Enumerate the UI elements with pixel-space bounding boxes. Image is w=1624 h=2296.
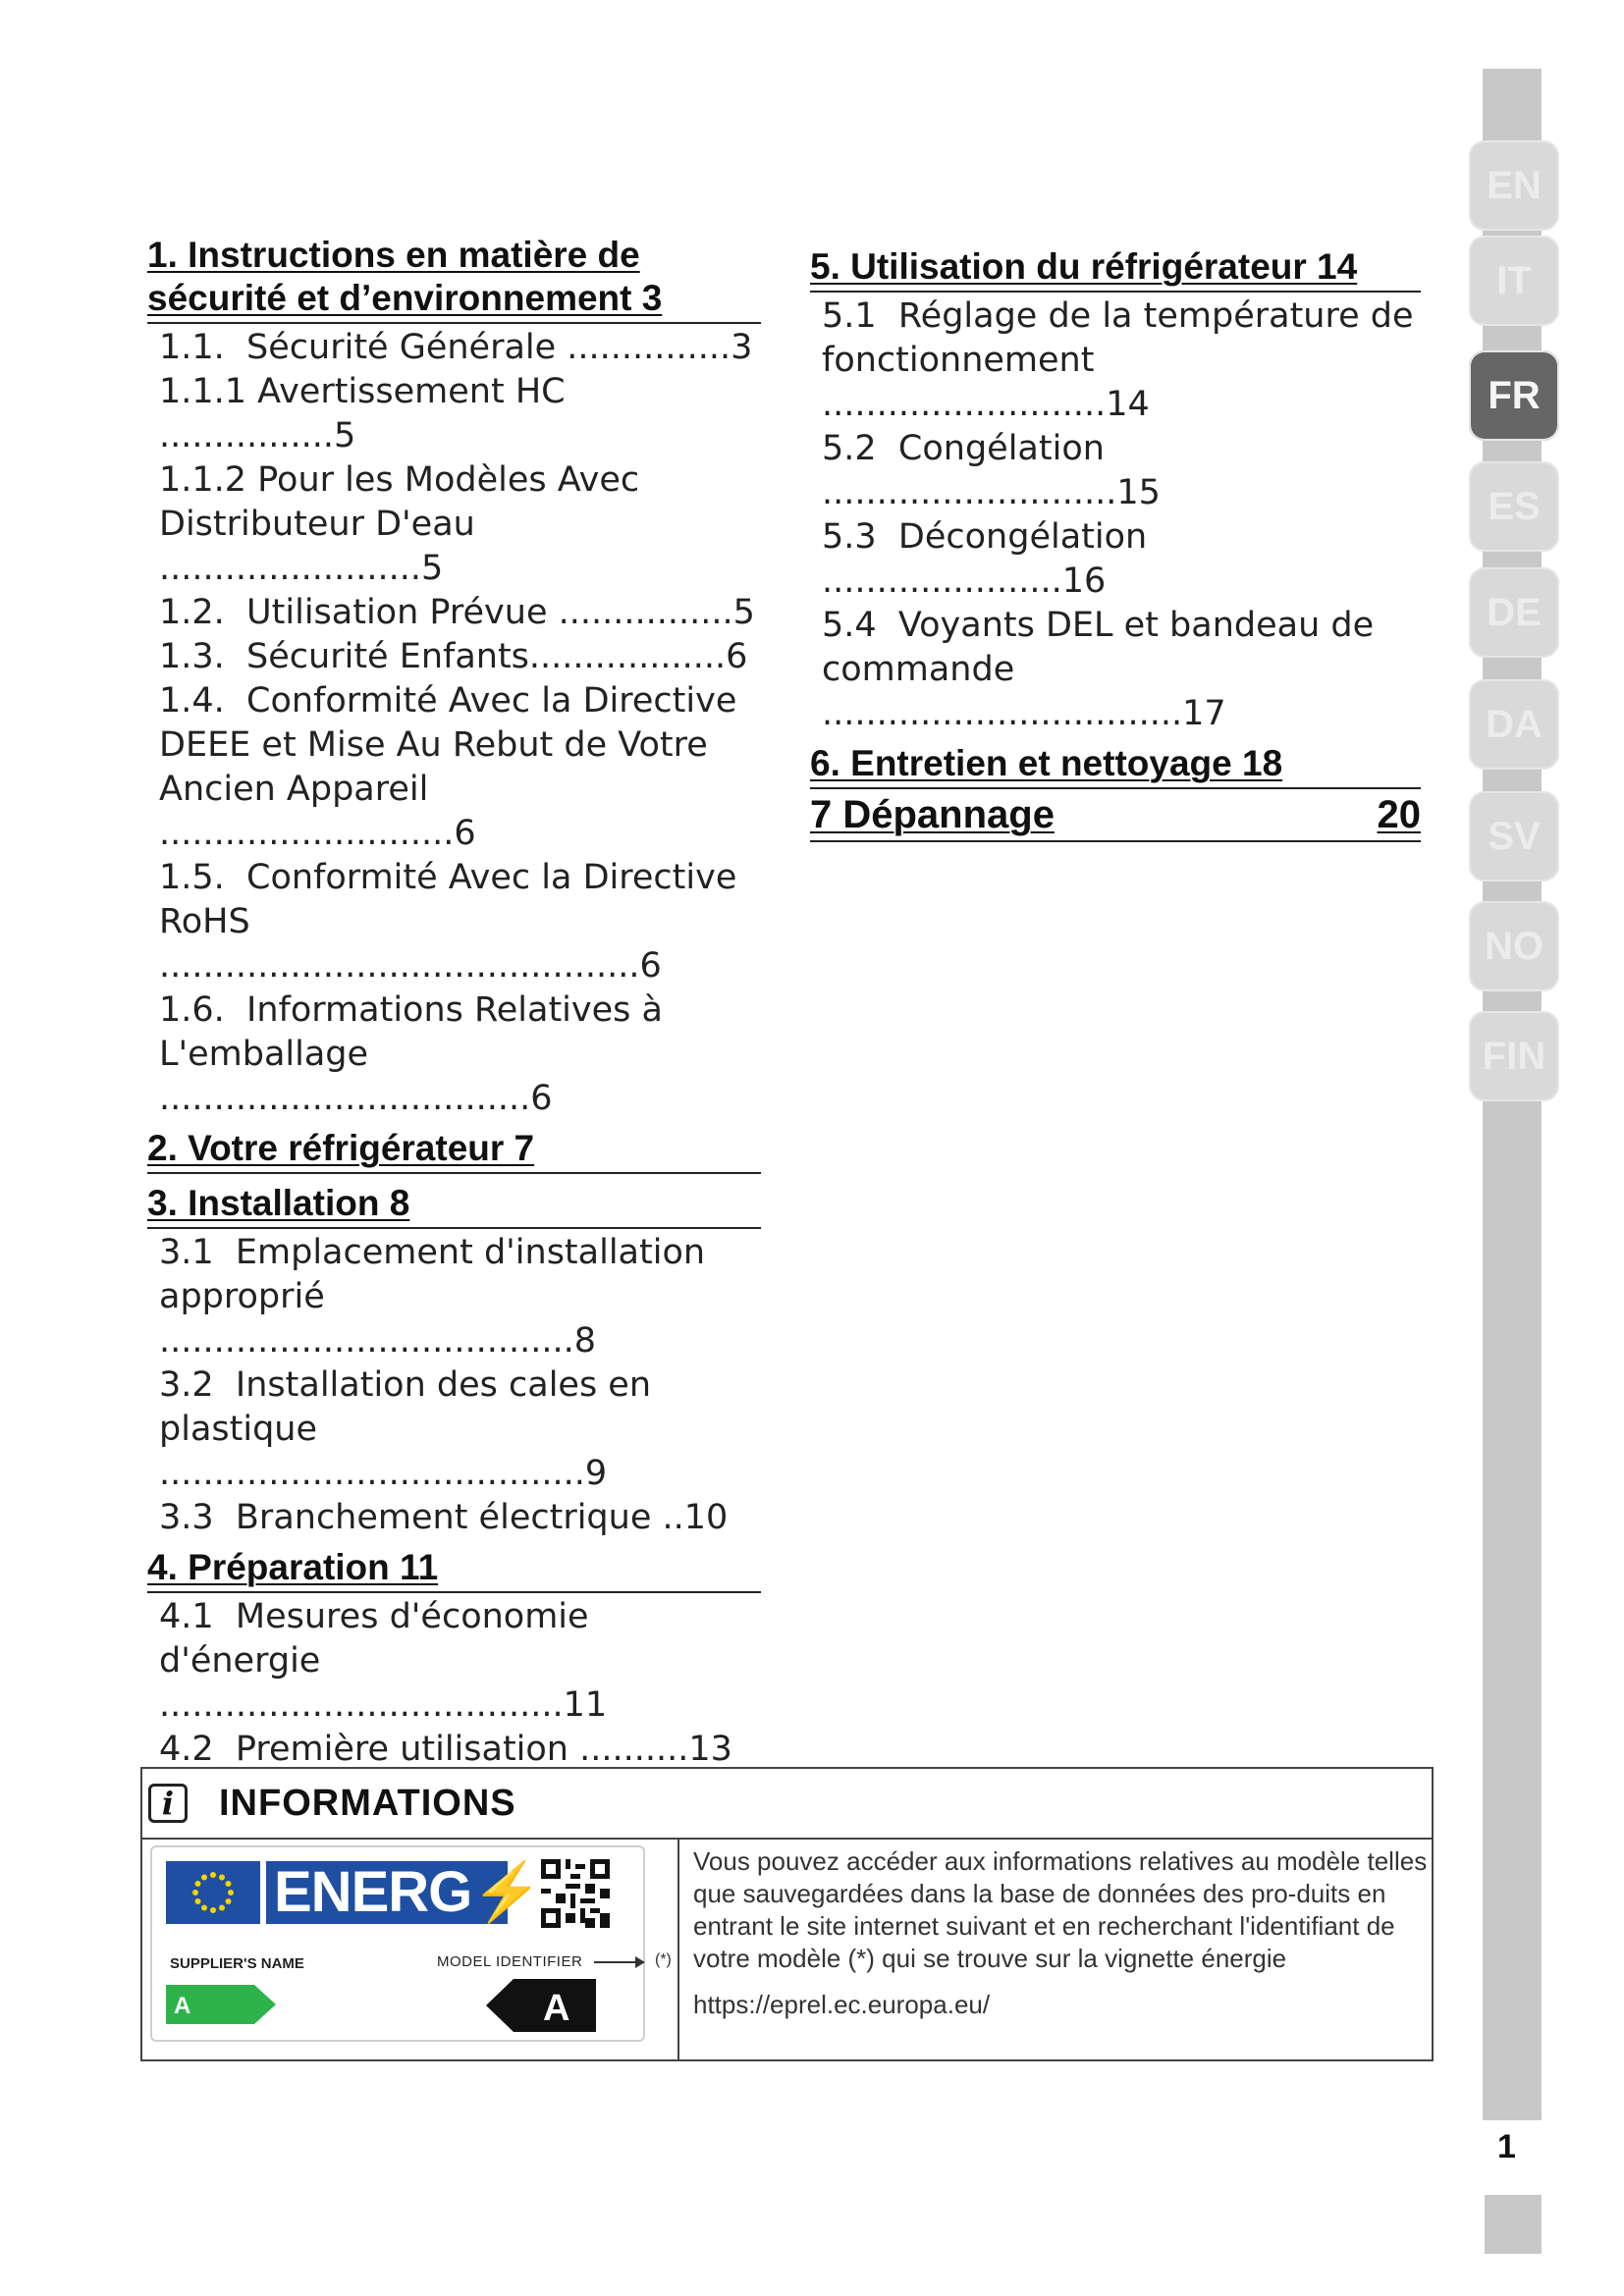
- depannage-page: 20: [1377, 793, 1421, 836]
- page-number: 1: [1497, 2128, 1516, 2165]
- toc-item-text: 1.1.2 Pour les Modèles Avec Distributeur D'eau ........................5: [159, 460, 640, 588]
- toc-entry-1-4-conformite-avec-la-directive[interactable]: [147, 679, 761, 856]
- toc-item-text: 2. Votre réfrigérateur 7: [147, 1128, 535, 1168]
- toc-item-text: 1.1.1 Avertissement HC ................5: [159, 372, 576, 455]
- toc-entry-5-1-reglage-de-la-temperature-de[interactable]: [810, 294, 1421, 427]
- toc-left-column: [147, 234, 761, 1772]
- information-title: INFORMATIONS: [219, 1782, 516, 1824]
- toc-entry-4-1-mesures-d-economie[interactable]: [147, 1595, 761, 1728]
- energy-label-cell: [142, 1840, 679, 2059]
- toc-entry-1-5-conformite-avec-la-directive[interactable]: [147, 856, 761, 988]
- model-arrow-icon: [594, 1961, 643, 1963]
- toc-item-text: 5.1 Réglage de la température de fonctionnement ..........................14: [822, 296, 1414, 424]
- toc-entry-1-1-securite-generale-3[interactable]: [147, 326, 761, 370]
- asterisk-marker: (*): [655, 1951, 672, 1968]
- toc-item-text: 3.1 Emplacement d'installation approprié ......................................8: [159, 1233, 706, 1361]
- information-box: [140, 1767, 1434, 2061]
- toc-item-text: 6. Entretien et nettoyage 18: [810, 743, 1283, 783]
- toc-item-text: 3. Installation 8: [147, 1183, 410, 1223]
- qr-code-icon: [541, 1859, 610, 1928]
- toc-item-text: 1.1. Sécurité Générale ...............3: [159, 328, 753, 367]
- language-tab-da[interactable]: DA: [1469, 679, 1559, 770]
- toc-item-text: 4. Préparation 11: [147, 1547, 439, 1587]
- language-tab-fr[interactable]: FR: [1469, 350, 1559, 441]
- toc-entry-3-1-emplacement-d-installation[interactable]: [147, 1231, 761, 1363]
- information-header: [142, 1769, 1432, 1840]
- energy-scale-arrow: [166, 1985, 276, 2024]
- toc-heading-depannage[interactable]: [810, 791, 1421, 842]
- toc-item-text: 1.2. Utilisation Prévue ................5: [159, 593, 755, 632]
- toc-entry-1-3-securite-enfants-6[interactable]: [147, 635, 761, 679]
- toc-item-text: 4.1 Mesures d'économie d'énergie .....................................11: [159, 1597, 608, 1725]
- energy-class-letter: A: [543, 1988, 570, 2029]
- information-text-cell: [679, 1840, 1432, 2059]
- toc-item-text: 4.2 Première utilisation ..........13: [159, 1730, 732, 1769]
- toc-heading-1-instructions-en-matiere-de[interactable]: [147, 234, 761, 324]
- toc-item-text: 1.6. Informations Relatives à L'emballage ..................................6: [159, 990, 663, 1118]
- language-tab-it[interactable]: IT: [1469, 236, 1559, 326]
- energy-class-arrow: [486, 1979, 596, 2032]
- information-text: Vous pouvez accéder aux informations relatives au modèle telles que sauvegardées dans la base de données des pro-duits en entrant le site internet suivant et en recherchant l'identifiant de votre modèle (*) qui se trouve sur la vignette énergie: [693, 1846, 1428, 1973]
- toc-entry-1-1-2-pour-les-modeles-avec[interactable]: [147, 458, 761, 591]
- lightning-icon: ⚡: [471, 1860, 542, 1924]
- information-body: [142, 1840, 1432, 2059]
- toc-entry-3-2-installation-des-cales-en[interactable]: [147, 1363, 761, 1496]
- toc-right-entries: [810, 245, 1421, 789]
- toc-item-text: 3.3 Branchement électrique ..10: [159, 1498, 729, 1537]
- toc-entry-3-3-branchement-electrique-10[interactable]: [147, 1496, 761, 1540]
- toc-right-column: [810, 245, 1421, 844]
- depannage-label: 7 Dépannage: [810, 793, 1055, 836]
- toc-item-text: 1.3. Sécurité Enfants..................6: [159, 637, 748, 676]
- model-identifier-label: MODEL IDENTIFIER: [437, 1953, 583, 1970]
- language-tab-en[interactable]: EN: [1469, 140, 1559, 231]
- energy-band: [266, 1860, 542, 1924]
- language-tab-fin[interactable]: FIN: [1469, 1011, 1559, 1101]
- toc-item-text: 1.5. Conformité Avec la Directive RoHS ............................................6: [159, 858, 737, 986]
- language-tab-es[interactable]: ES: [1469, 461, 1559, 552]
- energ-text: ENERG: [274, 1860, 472, 1924]
- toc-entry-1-1-1-avertissement-hc-5[interactable]: [147, 370, 761, 458]
- toc-heading-3-installation-8[interactable]: [147, 1182, 761, 1229]
- toc-item-text: 5.2 Congélation ...........................15: [822, 429, 1161, 512]
- toc-entry-4-2-premiere-utilisation-13[interactable]: [147, 1728, 761, 1772]
- toc-heading-6-entretien-et-nettoyage-18[interactable]: [810, 742, 1421, 789]
- toc-item-text: 3.2 Installation des cales en plastique .......................................9: [159, 1365, 652, 1493]
- toc-entry-5-3-decongelation-16[interactable]: [810, 515, 1421, 604]
- supplier-name-label: SUPPLIER'S NAME: [170, 1955, 304, 1972]
- toc-heading-2-votre-refrigerateur-7[interactable]: [147, 1127, 761, 1174]
- info-icon: i: [148, 1784, 188, 1823]
- toc-item-text: 1. Instructions en matière de sécurité et d’environnement 3: [147, 235, 663, 318]
- toc-entry-1-2-utilisation-prevue-5[interactable]: [147, 591, 761, 635]
- energy-label: [150, 1845, 672, 2042]
- toc-item-text: 5.4 Voyants DEL et bandeau de commande .................................17: [822, 606, 1375, 733]
- eprel-link[interactable]: https://eprel.ec.europa.eu/: [693, 1990, 991, 2019]
- language-tab-no[interactable]: NO: [1469, 901, 1559, 991]
- toc-item-text: 5.3 Décongélation ......................16: [822, 517, 1159, 601]
- toc-heading-5-utilisation-du-refrigerateur-14[interactable]: [810, 245, 1421, 293]
- language-tab-sv[interactable]: SV: [1469, 791, 1559, 881]
- sidebar-footer-block: [1485, 2195, 1542, 2254]
- toc-entry-1-6-informations-relatives-a[interactable]: [147, 988, 761, 1121]
- toc-item-text: 5. Utilisation du réfrigérateur 14: [810, 246, 1358, 287]
- toc-entry-5-2-congelation-15[interactable]: [810, 427, 1421, 515]
- language-tab-de[interactable]: DE: [1469, 567, 1559, 658]
- toc-item-text: 1.4. Conformité Avec la Directive DEEE et Mise Au Rebut de Votre Ancien Appareil ...........................6: [159, 681, 737, 853]
- eu-flag-icon: [166, 1861, 260, 1924]
- toc-heading-4-preparation-11[interactable]: [147, 1546, 761, 1593]
- toc-entry-5-4-voyants-del-et-bandeau-de[interactable]: [810, 604, 1421, 736]
- scale-class-letter: A: [174, 1993, 191, 2019]
